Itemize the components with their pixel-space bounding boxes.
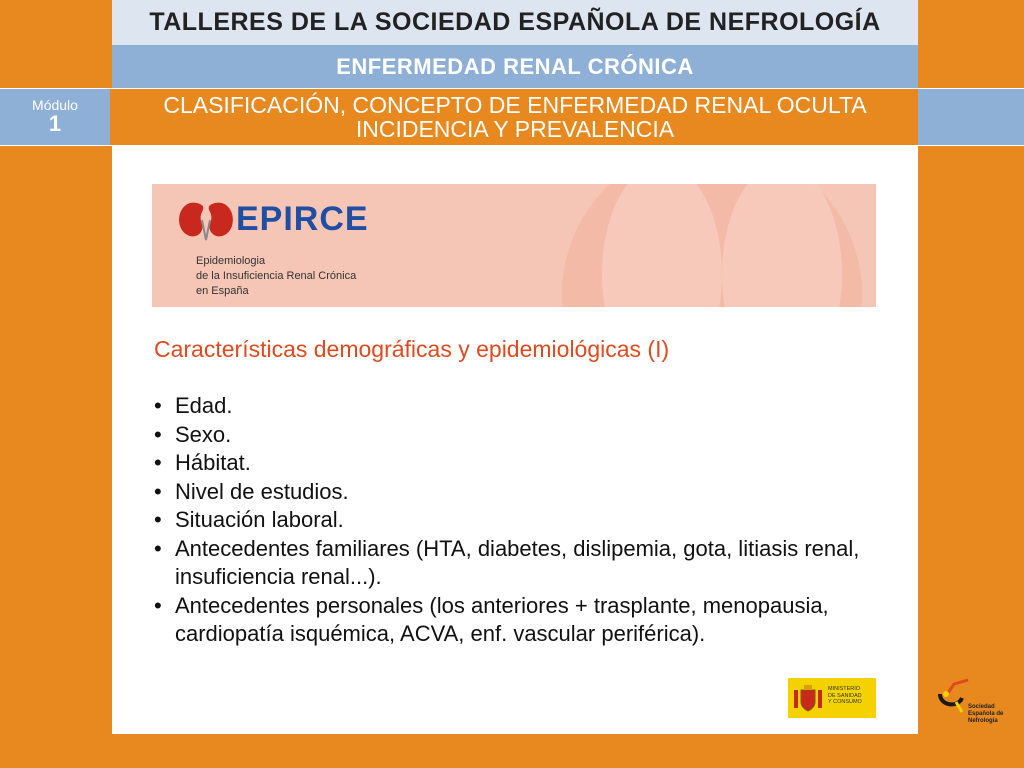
slide-title: TALLERES DE LA SOCIEDAD ESPAÑOLA DE NEFROLOGÍA xyxy=(112,0,918,45)
sen-line-3: Nefrología xyxy=(968,718,998,724)
ministry-line-3: Y CONSUMO xyxy=(828,699,862,705)
module-number: 1 xyxy=(48,111,62,136)
sen-line-2: Española de xyxy=(968,711,1004,717)
kidney-logo-icon xyxy=(176,198,236,244)
sen-line-1: Sociedad xyxy=(968,704,995,710)
list-item: • Sexo. xyxy=(154,421,894,450)
ministry-line-1: MINISTERIO xyxy=(828,686,861,692)
list-item: • Nivel de estudios. xyxy=(154,478,894,507)
ministry-line-2: DE SANIDAD xyxy=(828,692,862,699)
topic-line-2: INCIDENCIA Y PREVALENCIA xyxy=(355,116,675,142)
ministry-text xyxy=(828,686,862,706)
list-item: • Hábitat. xyxy=(154,449,894,478)
list-item: • Antecedentes familiares (HTA, diabetes, dislipemia, gota, litiasis renal, insuficiencia renal...). xyxy=(154,535,894,592)
sen-logo xyxy=(934,676,1024,738)
section-heading: Características demográficas y epidemiológicas (I) xyxy=(154,336,670,362)
spain-crest-icon xyxy=(792,682,824,714)
epirce-logo-text: EPIRCE xyxy=(236,200,369,238)
list-item: • Edad. xyxy=(154,392,894,421)
module-label: Módulo xyxy=(32,97,78,113)
topic-line-1: CLASIFICACIÓN, CONCEPTO DE ENFERMEDAD RENAL OCULTA xyxy=(163,92,867,118)
epirce-sub-line-3: en España xyxy=(196,285,249,297)
list-item: • Antecedentes personales (los anteriores + trasplante, menopausia, cardiopatía isquémica, ACVA, enf. vascular periférica). xyxy=(154,592,894,649)
bullet-list xyxy=(154,392,894,649)
topic-side-block xyxy=(918,89,1024,145)
epirce-subtitle xyxy=(196,254,356,299)
sen-text xyxy=(968,704,1003,725)
slide-subtitle: ENFERMEDAD RENAL CRÓNICA xyxy=(112,45,918,89)
epirce-sub-line-1: Epidemiologia xyxy=(196,255,266,267)
epirce-sub-line-2: de la Insuficiencia Renal Crónica xyxy=(196,270,357,282)
topic-banner xyxy=(112,89,918,145)
ministry-logo xyxy=(788,678,876,718)
list-item: • Situación laboral. xyxy=(154,506,894,535)
module-badge xyxy=(0,89,110,145)
